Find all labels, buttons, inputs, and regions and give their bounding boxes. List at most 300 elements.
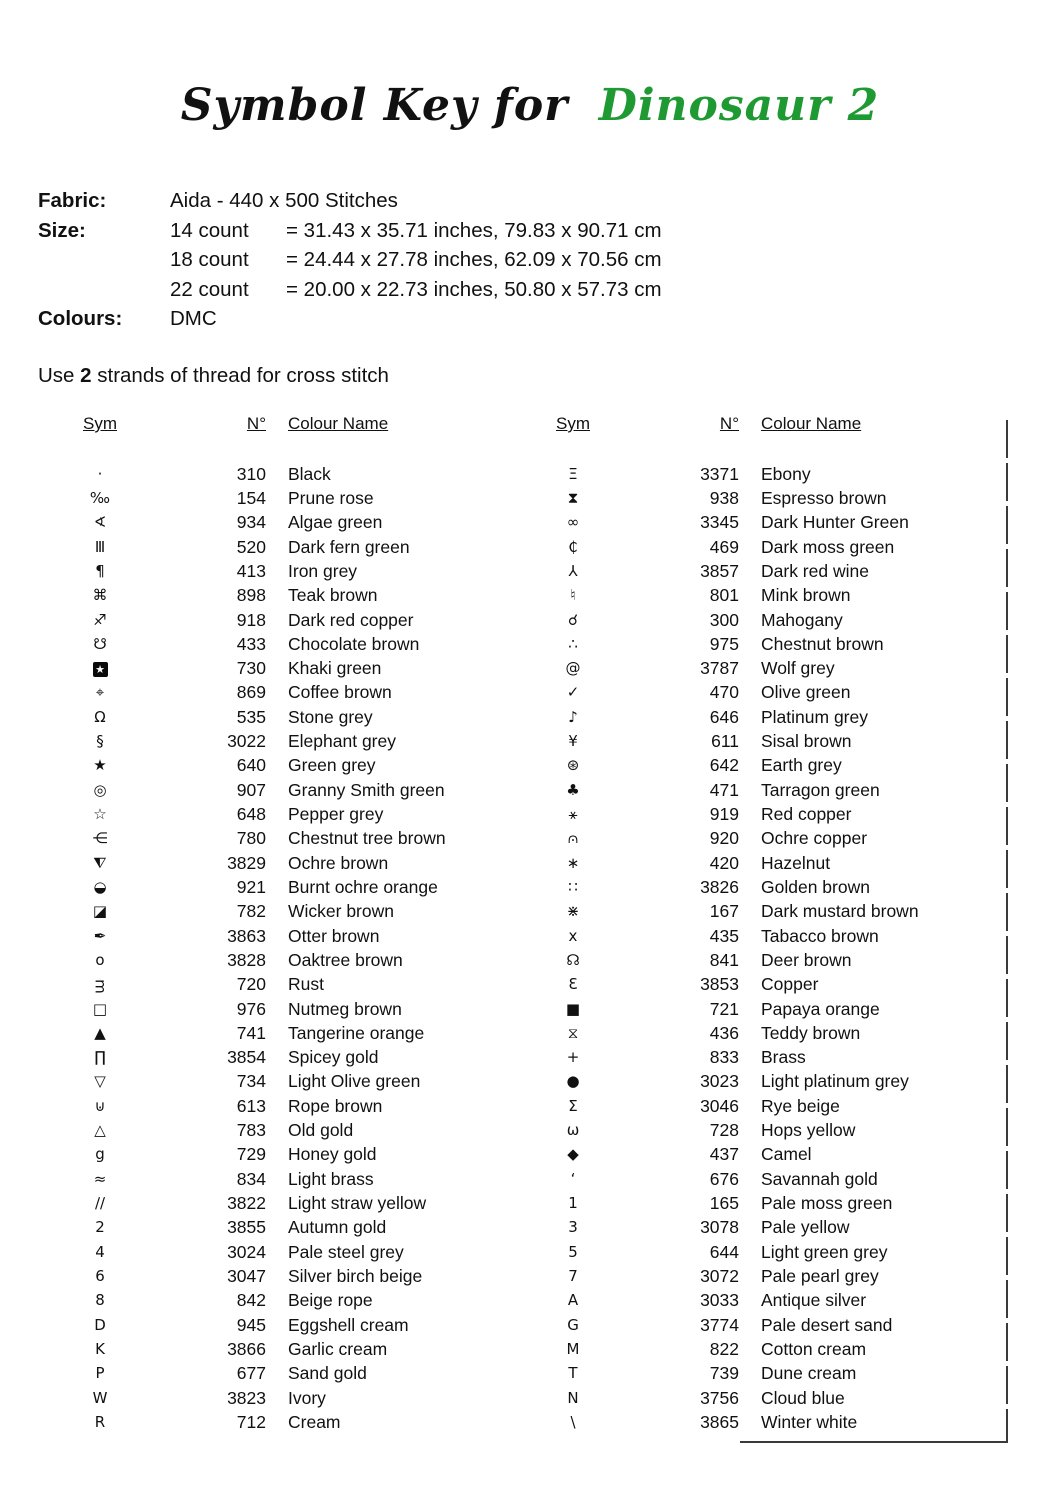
colour-name-cell: Antique silver <box>761 1290 867 1311</box>
size-row-22 <box>38 275 662 305</box>
colour-name-cell: Cream <box>288 1411 341 1432</box>
table-row <box>533 632 993 656</box>
table-row <box>60 1216 520 1240</box>
colour-name-cell: Pale yellow <box>761 1217 850 1238</box>
symbol-cell: ✓ <box>566 683 580 702</box>
colour-name-cell: Hops yellow <box>761 1120 856 1141</box>
colour-name-cell: Dark Hunter Green <box>761 512 909 533</box>
number-cell: 3787 <box>700 658 739 679</box>
table-row <box>60 1313 520 1337</box>
colour-name-cell: Dune cream <box>761 1363 857 1384</box>
symbol-cell: 7 <box>568 1266 578 1285</box>
number-cell: 520 <box>236 536 266 557</box>
symbol-cell: ▽ <box>94 1072 106 1091</box>
table-row <box>533 1046 993 1070</box>
colour-name-cell: Wicker brown <box>288 901 394 922</box>
table-row <box>60 681 520 705</box>
table-row <box>533 1094 993 1118</box>
symbol-cell: P <box>95 1364 105 1383</box>
number-cell: 611 <box>711 731 739 752</box>
colour-name-column-header: Colour Name <box>761 414 862 433</box>
symbol-cell: ◒ <box>93 877 107 896</box>
symbol-cell: ‰ <box>89 488 111 507</box>
number-cell: 167 <box>709 901 739 922</box>
page-title <box>0 80 1060 131</box>
table-row <box>533 657 993 681</box>
colour-name-cell: Espresso brown <box>761 487 887 508</box>
table-row <box>60 1167 520 1191</box>
symbol-cell: ∕∕ <box>94 1194 106 1213</box>
table-row <box>60 608 520 632</box>
number-cell: 535 <box>236 706 266 727</box>
colour-name-cell: Light Olive green <box>288 1071 421 1092</box>
number-cell: 3828 <box>227 949 266 970</box>
strand-count: 2 <box>80 364 92 387</box>
table-row <box>60 1264 520 1288</box>
table-row <box>60 584 520 608</box>
colour-name-cell: Chestnut brown <box>761 633 884 654</box>
number-cell: 3774 <box>700 1314 739 1335</box>
symbol-cell: ∏ <box>94 1048 106 1067</box>
table-row <box>60 948 520 972</box>
symbol-cell: 4 <box>95 1242 105 1261</box>
number-cell: 677 <box>236 1363 266 1384</box>
colour-name-cell: Algae green <box>288 512 383 533</box>
number-cell: 907 <box>236 779 266 800</box>
number-cell: 921 <box>236 876 266 897</box>
symbol-cell: ◪ <box>92 902 108 921</box>
colour-name-cell: Nutmeg brown <box>288 998 402 1019</box>
table-row <box>60 535 520 559</box>
colour-name-cell: Pale desert sand <box>761 1314 893 1335</box>
colour-name-cell: Pale steel grey <box>288 1241 404 1262</box>
symbol-cell: □ <box>92 999 108 1018</box>
colour-name-cell: Black <box>288 463 331 484</box>
table-row <box>60 1191 520 1215</box>
symbol-cell: 6 <box>95 1266 105 1285</box>
colour-name-cell: Dark fern green <box>288 536 410 557</box>
table-row <box>533 827 993 851</box>
symbol-cell: ♐ <box>93 610 107 629</box>
colour-name-cell: Beige rope <box>288 1290 373 1311</box>
symbol-cell: ◆ <box>567 1145 579 1164</box>
colour-name-cell: Teak brown <box>288 585 378 606</box>
number-cell: 433 <box>236 633 266 654</box>
colour-name-cell: Pale pearl grey <box>761 1265 879 1286</box>
number-cell: 413 <box>236 560 266 581</box>
colour-name-cell: Eggshell cream <box>288 1314 409 1335</box>
table-row <box>60 657 520 681</box>
number-cell: 470 <box>709 682 739 703</box>
colour-name-cell: Brass <box>761 1047 806 1068</box>
number-cell: 3829 <box>227 852 266 873</box>
table-row <box>533 802 993 826</box>
sym-column-header: Sym <box>556 414 590 433</box>
table-row <box>533 1167 993 1191</box>
table-row <box>533 1216 993 1240</box>
colour-name-cell: Prune rose <box>288 487 374 508</box>
colour-name-cell: Cotton cream <box>761 1338 867 1359</box>
table-row <box>60 778 520 802</box>
table-row <box>533 486 993 510</box>
table-row <box>60 1337 520 1361</box>
number-cell: 3023 <box>700 1071 739 1092</box>
symbol-cell: K <box>95 1339 105 1358</box>
symbol-cell: M <box>566 1339 580 1358</box>
fabric-row <box>38 186 662 216</box>
table-row <box>533 462 993 486</box>
number-cell: 640 <box>236 755 266 776</box>
table-row <box>60 511 520 535</box>
number-cell: 782 <box>236 901 266 922</box>
table-row <box>60 705 520 729</box>
table-row <box>60 997 520 1021</box>
colour-name-cell: Dark red wine <box>761 560 869 581</box>
colour-name-cell: Teddy brown <box>761 1022 861 1043</box>
table-row <box>533 535 993 559</box>
colours-row <box>38 304 662 334</box>
symbol-cell: ⚹ <box>568 805 578 824</box>
colour-name-cell: Hazelnut <box>761 852 831 873</box>
colour-name-cell: Rye beige <box>761 1095 840 1116</box>
symbol-cell: ⩀ <box>567 829 579 848</box>
colour-name-cell: Winter white <box>761 1411 858 1432</box>
number-cell: 783 <box>236 1120 266 1141</box>
table-row <box>533 681 993 705</box>
symbol-cell: ☌ <box>567 610 579 629</box>
colour-name-cell: Dark moss green <box>761 536 895 557</box>
symbol-cell: ¶ <box>95 561 105 580</box>
number-cell: 3863 <box>227 925 266 946</box>
number-cell: 3046 <box>700 1095 739 1116</box>
symbol-cell: N <box>567 1388 579 1407</box>
number-cell: 3022 <box>227 731 266 752</box>
table-row <box>60 924 520 948</box>
symbol-cell: ☆ <box>93 805 107 824</box>
table-row <box>60 802 520 826</box>
key-table-right <box>533 414 993 1435</box>
colour-name-cell: Red copper <box>761 804 852 825</box>
table-row <box>533 1118 993 1142</box>
number-cell: 613 <box>236 1095 266 1116</box>
symbol-cell: ⧖ <box>567 1023 579 1042</box>
size-row-14 <box>38 216 662 246</box>
symbol-cell: W <box>92 1388 108 1407</box>
table-row <box>60 486 520 510</box>
symbol-cell: ∞ <box>566 513 580 532</box>
number-cell: 869 <box>236 682 266 703</box>
table-row <box>533 1313 993 1337</box>
number-cell: 801 <box>709 585 739 606</box>
table-row <box>533 875 993 899</box>
table-row <box>533 997 993 1021</box>
number-cell: 712 <box>236 1411 266 1432</box>
table-row <box>60 827 520 851</box>
number-cell: 3371 <box>700 463 739 484</box>
colour-name-cell: Sisal brown <box>761 731 852 752</box>
table-row <box>533 1070 993 1094</box>
table-row <box>533 851 993 875</box>
symbol-cell: ⌘ <box>92 586 108 605</box>
number-cell: 3072 <box>700 1265 739 1286</box>
number-cell: 822 <box>709 1338 739 1359</box>
symbol-cell: ᴟ <box>95 975 105 994</box>
table-row <box>533 511 993 535</box>
symbol-cell: ∴ <box>568 634 578 653</box>
colour-name-cell: Coffee brown <box>288 682 392 703</box>
number-cell: 3866 <box>227 1338 266 1359</box>
symbol-cell: ∷ <box>568 877 578 896</box>
table-row <box>60 1362 520 1386</box>
size-row-18 <box>38 245 662 275</box>
symbol-cell: ☊ <box>566 950 580 969</box>
colour-name-cell: Khaki green <box>288 658 382 679</box>
colour-name-cell: Iron grey <box>288 560 358 581</box>
symbol-cell: ♣ <box>566 780 580 799</box>
symbol-cell: ₵ <box>568 537 578 556</box>
symbol-cell: o <box>95 950 105 969</box>
table-row <box>533 778 993 802</box>
table-row <box>60 559 520 583</box>
table-row <box>60 462 520 486</box>
symbol-cell: ⊍ <box>94 1096 106 1115</box>
number-cell: 3756 <box>700 1387 739 1408</box>
table-row <box>60 1094 520 1118</box>
symbol-cell: ¥ <box>568 732 578 751</box>
symbol-cell: ● <box>566 1072 580 1091</box>
number-cell: 676 <box>709 1168 739 1189</box>
symbol-cell: ⅄ <box>568 561 578 580</box>
table-row <box>60 875 520 899</box>
number-cell: 3822 <box>227 1193 266 1214</box>
number-cell: 3826 <box>700 876 739 897</box>
number-cell: 728 <box>709 1120 739 1141</box>
colour-name-cell: Wolf grey <box>761 658 835 679</box>
symbol-cell: \ <box>570 1412 576 1431</box>
symbol-cell: ‘ <box>570 1169 576 1188</box>
colour-name-cell: Ebony <box>761 463 811 484</box>
symbol-cell: Ɛ <box>568 975 578 994</box>
table-row <box>60 1240 520 1264</box>
symbol-cell: D <box>94 1315 106 1334</box>
table-row <box>60 1289 520 1313</box>
colour-name-cell: Earth grey <box>761 755 842 776</box>
symbol-cell: 5 <box>568 1242 578 1261</box>
table-row <box>533 1337 993 1361</box>
colour-name-cell: Green grey <box>288 755 376 776</box>
colour-name-cell: Elephant grey <box>288 731 396 752</box>
number-cell: 471 <box>709 779 739 800</box>
symbol-cell: R <box>94 1412 106 1431</box>
symbol-cell: ∢ <box>93 513 107 532</box>
table-row <box>533 1410 993 1434</box>
number-cell: 420 <box>709 852 739 873</box>
colour-name-cell: Platinum grey <box>761 706 868 727</box>
table-row <box>533 754 993 778</box>
number-cell: 3865 <box>700 1411 739 1432</box>
number-cell: 842 <box>236 1290 266 1311</box>
symbol-cell: ⊛ <box>566 756 580 775</box>
symbol-cell: 2 <box>95 1218 105 1237</box>
table-row <box>533 729 993 753</box>
table-row <box>60 851 520 875</box>
number-cell: 3024 <box>227 1241 266 1262</box>
symbol-cell: ★ <box>93 756 107 775</box>
colour-name-cell: Mink brown <box>761 585 851 606</box>
symbol-cell: Ξ <box>568 464 578 483</box>
number-cell: 730 <box>236 658 266 679</box>
table-row <box>533 1240 993 1264</box>
symbol-cell: ⋇ <box>566 902 580 921</box>
symbol-cell: ⧨ <box>93 853 107 872</box>
symbol-cell: 8 <box>95 1291 105 1310</box>
table-row <box>60 632 520 656</box>
symbol-cell: ▲ <box>94 1023 106 1042</box>
symbol-cell: ✒ <box>93 926 107 945</box>
number-cell: 435 <box>709 925 739 946</box>
table-row <box>533 1191 993 1215</box>
colours-value: DMC <box>170 307 217 330</box>
symbol-cell: ⋲ <box>92 829 108 848</box>
table-row <box>533 559 993 583</box>
number-cell: 3857 <box>700 560 739 581</box>
colour-name-cell: Garlic cream <box>288 1338 388 1359</box>
number-cell: 436 <box>709 1022 739 1043</box>
sym-column-header: Sym <box>83 414 117 433</box>
symbol-cell: ★ <box>93 661 108 677</box>
colour-name-cell: Tarragon green <box>761 779 880 800</box>
number-column-header: N° <box>719 414 739 433</box>
table-row <box>60 1143 520 1167</box>
symbol-cell: △ <box>94 1121 106 1140</box>
symbol-cell: x <box>568 926 578 945</box>
colour-name-cell: Chocolate brown <box>288 633 420 654</box>
colour-name-cell: Light straw yellow <box>288 1193 427 1214</box>
symbol-cell: ♪ <box>568 707 578 726</box>
colour-name-cell: Dark mustard brown <box>761 901 919 922</box>
table-row <box>533 1021 993 1045</box>
colour-name-cell: Ochre copper <box>761 828 868 849</box>
number-cell: 469 <box>709 536 739 557</box>
size-22-count: 22 count = 20.00 x 22.73 inches, 50.80 x 57.73 cm <box>170 277 662 301</box>
size-label: Size: <box>38 218 86 242</box>
colour-name-cell: Sand gold <box>288 1363 367 1384</box>
colour-name-cell: Copper <box>761 974 819 995</box>
number-cell: 642 <box>709 755 739 776</box>
table-row <box>533 948 993 972</box>
table-row <box>533 584 993 608</box>
title-pattern-name: Dinosaur 2 <box>598 80 880 131</box>
colour-name-cell: Rust <box>288 974 324 995</box>
symbol-cell: § <box>96 732 104 751</box>
number-cell: 918 <box>236 609 266 630</box>
number-cell: 938 <box>709 487 739 508</box>
number-cell: 945 <box>236 1314 266 1335</box>
colour-name-cell: Ivory <box>288 1387 326 1408</box>
symbol-cell: @ <box>565 659 581 678</box>
colour-name-cell: Light brass <box>288 1168 374 1189</box>
number-cell: 976 <box>236 998 266 1019</box>
table-row <box>60 1021 520 1045</box>
number-cell: 919 <box>709 804 739 825</box>
symbol-cell: ≈ <box>93 1169 107 1188</box>
symbol-cell: G <box>567 1315 579 1334</box>
colour-name-cell: Light platinum grey <box>761 1071 909 1092</box>
colour-name-cell: Rope brown <box>288 1095 383 1116</box>
colour-name-cell: Camel <box>761 1144 812 1165</box>
number-cell: 975 <box>709 633 739 654</box>
colour-name-cell: Burnt ochre orange <box>288 876 438 897</box>
number-cell: 644 <box>709 1241 739 1262</box>
number-cell: 154 <box>236 487 266 508</box>
number-cell: 437 <box>709 1144 739 1165</box>
number-cell: 3047 <box>227 1265 266 1286</box>
symbol-cell: · <box>97 464 103 483</box>
number-column-header: N° <box>246 414 266 433</box>
number-cell: 648 <box>236 804 266 825</box>
table-row <box>533 608 993 632</box>
table-row <box>533 1264 993 1288</box>
colour-name-column-header: Colour Name <box>288 414 389 433</box>
number-cell: 729 <box>236 1144 266 1165</box>
number-cell: 920 <box>709 828 739 849</box>
fabric-value: Aida - 440 x 500 Stitches <box>170 189 398 212</box>
symbol-cell: Ⅲ <box>94 537 106 556</box>
size-14-count: 14 count = 31.43 x 35.71 inches, 79.83 x 90.71 cm <box>170 218 662 242</box>
symbol-cell: 1 <box>568 1194 578 1213</box>
number-cell: 3033 <box>700 1290 739 1311</box>
symbol-cell: ω <box>566 1121 580 1140</box>
colour-name-cell: Golden brown <box>761 876 870 897</box>
colour-name-cell: Mahogany <box>761 609 843 630</box>
number-cell: 898 <box>236 585 266 606</box>
table-row <box>533 1362 993 1386</box>
colour-name-cell: Stone grey <box>288 706 373 727</box>
number-cell: 721 <box>709 998 739 1019</box>
colour-name-cell: Autumn gold <box>288 1217 387 1238</box>
number-cell: 934 <box>236 512 266 533</box>
colour-name-cell: Spicey gold <box>288 1047 379 1068</box>
number-cell: 720 <box>236 974 266 995</box>
colour-name-cell: Pepper grey <box>288 804 384 825</box>
number-cell: 3853 <box>700 974 739 995</box>
symbol-cell: + <box>566 1048 580 1067</box>
table-row <box>533 705 993 729</box>
number-cell: 3855 <box>227 1217 266 1238</box>
colour-name-cell: Savannah gold <box>761 1168 878 1189</box>
key-table-left-header <box>60 414 520 462</box>
symbol-cell: T <box>568 1364 578 1383</box>
number-cell: 3345 <box>700 512 739 533</box>
colour-name-cell: Old gold <box>288 1120 354 1141</box>
table-row <box>60 900 520 924</box>
symbol-cell: ♮ <box>570 586 576 605</box>
symbol-cell: ⧗ <box>567 488 579 507</box>
number-cell: 741 <box>236 1022 266 1043</box>
key-table-left <box>60 414 520 1435</box>
table-row <box>60 729 520 753</box>
number-cell: 734 <box>236 1071 266 1092</box>
colour-name-cell: Olive green <box>761 682 851 703</box>
number-cell: 165 <box>709 1193 739 1214</box>
number-cell: 841 <box>709 949 739 970</box>
colour-name-cell: Honey gold <box>288 1144 377 1165</box>
symbol-cell: Ω <box>94 707 106 726</box>
table-row <box>533 900 993 924</box>
symbol-cell: ☋ <box>93 634 107 653</box>
symbol-cell: A <box>567 1291 579 1310</box>
table-row <box>533 973 993 997</box>
